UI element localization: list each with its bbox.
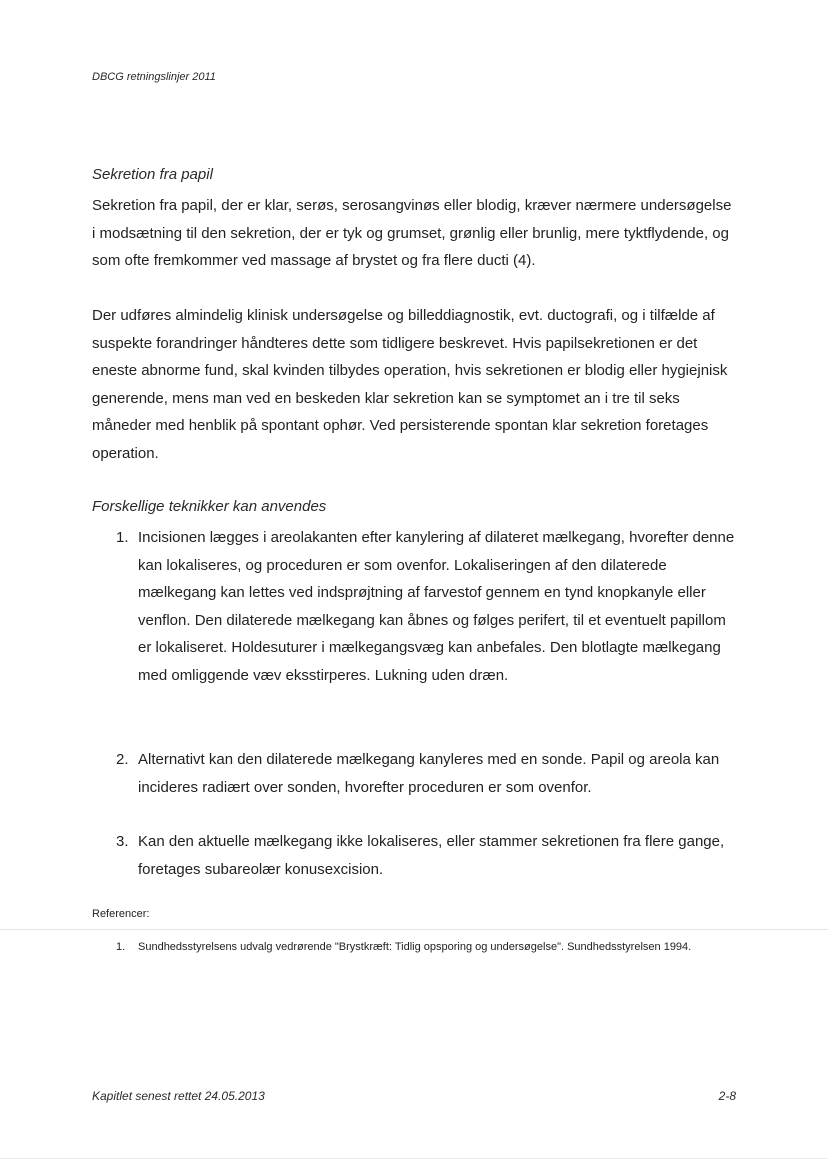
divider [0, 929, 828, 930]
list-item-number: 2. [116, 751, 129, 768]
footer-revision-date: Kapitlet senest rettet 24.05.2013 [92, 1089, 265, 1103]
section-title-teknikker: Forskellige teknikker kan anvendes [92, 498, 327, 515]
section-title-papil-sekretion: Sekretion fra papil [92, 166, 213, 183]
page-number: 2-8 [718, 1089, 736, 1103]
reference-text: Sundhedsstyrelsens udvalg vedrørende "Brystkræft: Tidlig opsporing og undersøgelse". Sundhedsstyrelsen 1994. [138, 941, 692, 953]
reference-number: 1. [116, 941, 126, 953]
divider [0, 1158, 828, 1159]
references-heading: Referencer: [92, 908, 150, 920]
list-item-text: Alternativt kan den dilaterede mælkegang kanyleres med en sonde. Papil og areola kan incideres radiært over sonden, hvorefter proceduren er som ovenfor. [138, 751, 720, 796]
paragraph-sekretion-description: Sekretion fra papil, der er klar, serøs, serosangvinøs eller blodig, kræver nærmere undersøgelse i modsætning til den sekretion, der er tyk og grumset, grønlig eller brunlig, mere tyktflydende, og som ofte fremkommer ved massage af brystet og fra flere ducti (4). [92, 197, 732, 270]
list-item-number: 3. [116, 833, 129, 850]
list-item-number: 1. [116, 529, 129, 546]
running-header: DBCG retningslinjer 2011 [92, 71, 216, 83]
paragraph-undersoegelse: Der udføres almindelig klinisk undersøgelse og billeddiagnostik, evt. ductografi, og i tilfælde af suspekte forandringer håndteres dette som tidligere beskrevet. Hvis papilsekretionen er det eneste abnorme fund, skal kvinden tilbydes operation, hvis sekretionen er blodig eller hygiejnisk generende, mens man ved en beskeden klar sekretion kan se symptomet an i tre til seks måneder med henblik på spontant ophør. Ved persisterende spontan klar sekretion foretages operation. [92, 307, 728, 462]
list-item-text: Kan den aktuelle mælkegang ikke lokaliseres, eller stammer sekretionen fra flere gange, foretages subareolær konusexcision. [138, 833, 725, 878]
list-item-text: Incisionen lægges i areolakanten efter kanylering af dilateret mælkegang, hvorefter denne kan lokaliseres, og proceduren er som ovenfor. Lokaliseringen af den dilaterede mælkegang kan lettes ved indsprøjtning af farvestof gennem en tynd knopkanyle eller venflon. Den dilaterede mælkegang kan åbnes og følges perifert, til et eventuelt papillom er lokaliseret. Holdesuturer i mælkegangsvæg kan anbefales. Den blotlagte mælkegang med omliggende væv eksstirperes. Lukning uden dræn. [138, 529, 735, 684]
